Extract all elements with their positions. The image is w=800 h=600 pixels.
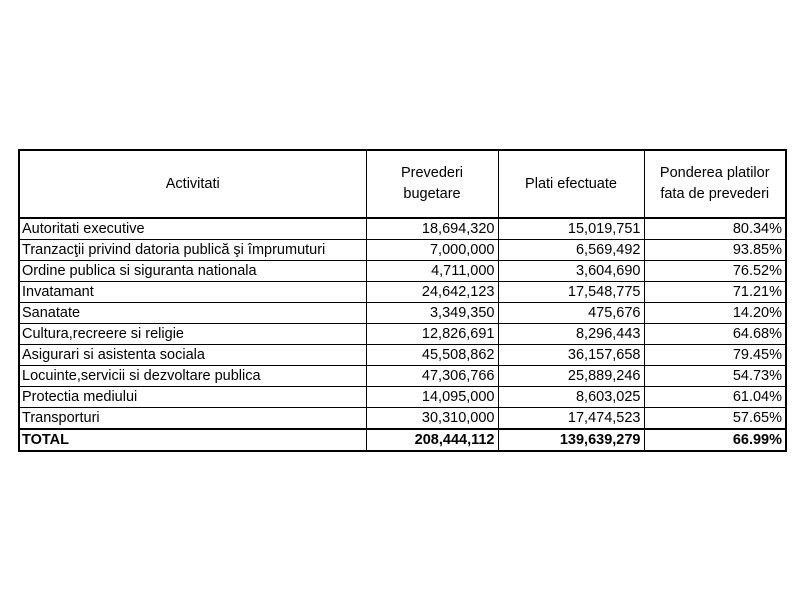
cell-payments: 15,019,751 [498,218,644,240]
header-activity: Activitati [19,150,366,218]
table-row [19,261,786,282]
cell-activity: Protectia mediului [19,387,366,408]
cell-budget: 7,000,000 [366,240,498,261]
cell-share: 93.85% [644,240,786,261]
cell-payments: 8,603,025 [498,387,644,408]
cell-share: 54.73% [644,366,786,387]
cell-budget: 30,310,000 [366,408,498,430]
table-row [19,366,786,387]
table-row [19,282,786,303]
table-header [19,150,786,218]
cell-activity: Asigurari si asistenta sociala [19,345,366,366]
cell-activity: Transporturi [19,408,366,430]
table-row [19,240,786,261]
header-budget: Prevederi bugetare [366,150,498,218]
cell-activity: Locuinte,servicii si dezvoltare publica [19,366,366,387]
cell-budget: 4,711,000 [366,261,498,282]
cell-share: 71.21% [644,282,786,303]
cell-activity: Ordine publica si siguranta nationala [19,261,366,282]
cell-activity: Autoritati executive [19,218,366,240]
total-row [19,429,786,451]
cell-activity: Tranzacţii privind datoria publică şi împrumuturi [19,240,366,261]
table-row [19,324,786,345]
cell-payments: 17,474,523 [498,408,644,430]
header-share: Ponderea platilor fata de prevederi [644,150,786,218]
cell-budget: 45,508,862 [366,345,498,366]
total-share: 66.99% [644,429,786,451]
total-label: TOTAL [19,429,366,451]
cell-payments: 8,296,443 [498,324,644,345]
cell-share: 76.52% [644,261,786,282]
cell-budget: 14,095,000 [366,387,498,408]
cell-budget: 18,694,320 [366,218,498,240]
cell-payments: 17,548,775 [498,282,644,303]
header-row [19,150,786,218]
cell-payments: 25,889,246 [498,366,644,387]
table-row [19,218,786,240]
table-body [19,218,786,451]
budget-table [18,149,787,452]
cell-budget: 3,349,350 [366,303,498,324]
cell-budget: 12,826,691 [366,324,498,345]
cell-activity: Invatamant [19,282,366,303]
cell-budget: 24,642,123 [366,282,498,303]
table-row [19,303,786,324]
cell-share: 61.04% [644,387,786,408]
cell-activity: Cultura,recreere si religie [19,324,366,345]
cell-activity: Sanatate [19,303,366,324]
table-row [19,345,786,366]
total-payments: 139,639,279 [498,429,644,451]
cell-share: 79.45% [644,345,786,366]
cell-share: 14.20% [644,303,786,324]
table-row [19,408,786,430]
cell-payments: 36,157,658 [498,345,644,366]
header-payments: Plati efectuate [498,150,644,218]
total-budget: 208,444,112 [366,429,498,451]
cell-share: 80.34% [644,218,786,240]
cell-share: 57.65% [644,408,786,430]
cell-budget: 47,306,766 [366,366,498,387]
cell-payments: 6,569,492 [498,240,644,261]
table-row [19,387,786,408]
cell-payments: 3,604,690 [498,261,644,282]
cell-payments: 475,676 [498,303,644,324]
cell-share: 64.68% [644,324,786,345]
